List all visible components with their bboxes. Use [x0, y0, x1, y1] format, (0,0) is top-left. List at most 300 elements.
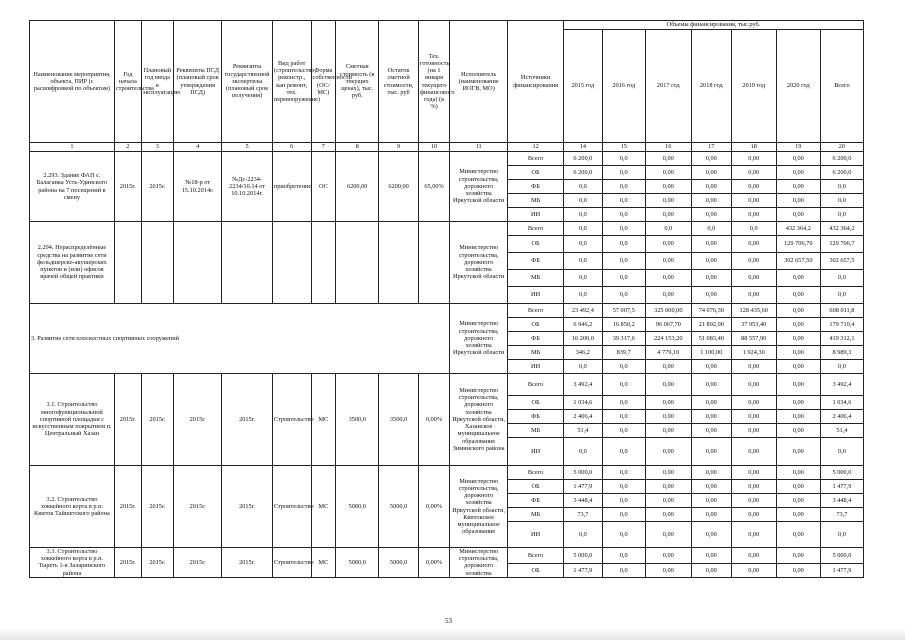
value-cell: 0,00 [731, 438, 776, 466]
value-cell: 608 011,8 [820, 304, 863, 318]
value-cell: 0,0 [602, 548, 645, 564]
object-name: 3.2. Строительство хоккейного корта в р.п. Квиток Тайшетского района [30, 466, 115, 548]
header-year-2: 2017 год [645, 30, 691, 143]
value-cell: 6 946,2 [564, 318, 603, 332]
value-cell: 1 034,6 [564, 396, 603, 410]
attr-cell: Строительство [272, 466, 311, 548]
value-cell: 0,00 [691, 424, 731, 438]
table-row [30, 222, 864, 236]
value-cell: 0,00 [691, 270, 731, 287]
value-cell: 0,00 [691, 208, 731, 222]
value-cell: 0,00 [691, 466, 731, 480]
header-work-type: Вид работ (строительство, реконстр., кап ремонт, тех. перевооружение) [272, 21, 311, 143]
source-cell: Всего [508, 466, 564, 480]
value-cell: 0,00 [776, 396, 820, 410]
value-cell: 0,00 [691, 152, 731, 166]
source-cell: МБ [508, 346, 564, 360]
value-cell: 0,0 [820, 208, 863, 222]
value-cell: 3 492,4 [564, 374, 603, 396]
value-cell: 0,00 [691, 374, 731, 396]
executor-cell: Министерство строительства, дорожного хозяйства Иркутской области [450, 304, 508, 374]
value-cell: 16 850,2 [602, 318, 645, 332]
source-cell: Всего [508, 304, 564, 318]
attr-cell: 5000,0 [336, 548, 379, 578]
value-cell: 39 317,6 [602, 332, 645, 346]
table-row [30, 374, 864, 396]
header-psd: Реквизиты ПСД (плановый срок утверждения ПСД) [173, 21, 221, 143]
value-cell: 0,00 [731, 236, 776, 253]
value-cell: 0,00 [731, 287, 776, 304]
executor-cell: Министерство строительства, дорожного хозяйства Иркутской области [450, 222, 508, 304]
value-cell: 0,0 [564, 270, 603, 287]
attr-cell: 2015г. [222, 466, 273, 548]
attr-cell: 2015г. [114, 548, 141, 578]
value-cell: 224 153,20 [645, 332, 691, 346]
attr-cell: 0,00% [418, 548, 449, 578]
header-year-1: 2016 год [602, 30, 645, 143]
value-cell: 0,00 [691, 253, 731, 270]
object-name: 2.293. Здание ФАП с. Балаганка Усть-Удинского района на 7 посещений в смену [30, 152, 115, 222]
value-cell: 0,00 [776, 480, 820, 494]
value-cell: 4 779,10 [645, 346, 691, 360]
value-cell: 0,00 [731, 466, 776, 480]
value-cell: 96 067,70 [645, 318, 691, 332]
value-cell: 0,0 [602, 287, 645, 304]
attr-cell [173, 222, 221, 304]
value-cell: 0,00 [731, 194, 776, 208]
value-cell: 0,00 [776, 318, 820, 332]
value-cell: 0,00 [731, 522, 776, 548]
executor-cell: Министерство строительства, дорожного хозяйства Иркутской области, Хазанское муниципальное образование Зиминского района [450, 374, 508, 466]
value-cell: 0,0 [820, 270, 863, 287]
section-title: 3. Развитие сети плоскостных спортивных сооружений [30, 304, 450, 374]
header-year-5: 2020 год [776, 30, 820, 143]
header-remaining: Остаток сметной стоимости, тыс. руб [379, 21, 419, 143]
value-cell: 0,00 [645, 287, 691, 304]
column-number: 7 [311, 143, 336, 152]
value-cell: 0,00 [645, 563, 691, 577]
value-cell: 0,0 [564, 194, 603, 208]
source-cell: ФБ [508, 332, 564, 346]
value-cell: 0,00 [776, 508, 820, 522]
value-cell: 16 200,0 [564, 332, 603, 346]
attr-cell: 5000,0 [379, 548, 419, 578]
attr-cell [336, 222, 379, 304]
value-cell: 0,00 [776, 180, 820, 194]
value-cell: 73,7 [564, 508, 603, 522]
column-number: 9 [379, 143, 419, 152]
value-cell: 5 000,0 [820, 548, 863, 564]
table-row [30, 466, 864, 480]
object-name: 3.3. Строительство хоккейного корта в р.п. Тыреть 1-я Заларинского района [30, 548, 115, 578]
column-number: 15 [602, 143, 645, 152]
value-cell: 0,00 [645, 194, 691, 208]
value-cell: 0,00 [731, 152, 776, 166]
attr-cell: 0,00% [418, 466, 449, 548]
value-cell: 0,0 [564, 253, 603, 270]
value-cell: 0,00 [645, 466, 691, 480]
header-estimate: Сметная стоимость (в текущих ценах), тыс. руб. [336, 21, 379, 143]
column-number: 8 [336, 143, 379, 152]
attr-cell [272, 222, 311, 304]
value-cell: 6 200,0 [820, 152, 863, 166]
column-number: 6 [272, 143, 311, 152]
header-year-3: 2018 год [691, 30, 731, 143]
attr-cell: 6200,00 [336, 152, 379, 222]
value-cell: 88 557,90 [731, 332, 776, 346]
column-number: 20 [820, 143, 863, 152]
attr-cell: 65,00% [418, 152, 449, 222]
value-cell: 0,00 [645, 424, 691, 438]
source-cell: МБ [508, 270, 564, 287]
value-cell: 0,00 [691, 480, 731, 494]
value-cell: 0,0 [602, 466, 645, 480]
value-cell: 432 364,2 [820, 222, 863, 236]
value-cell: 0,00 [645, 548, 691, 564]
source-cell: ОБ [508, 396, 564, 410]
value-cell: 0,00 [731, 563, 776, 577]
value-cell: 0,0 [820, 438, 863, 466]
value-cell: 325 000,00 [645, 304, 691, 318]
value-cell: 0,00 [645, 180, 691, 194]
value-cell: 0,0 [602, 424, 645, 438]
header-expertise: Реквизиты государственной экспертизы (плановый срок получения) [222, 21, 273, 143]
object-name: 2.294. Нераспределённые средства на развитие сети фельдшерско-акушерских пунктов и (или) офисов врачей общей практики [30, 222, 115, 304]
attr-cell: 2015г. [114, 466, 141, 548]
scan-edge [0, 628, 905, 640]
attr-cell: 2015г. [114, 152, 141, 222]
attr-cell: Строительство [272, 548, 311, 578]
value-cell: 0,00 [645, 253, 691, 270]
value-cell: 1 100,00 [691, 346, 731, 360]
value-cell: 0,00 [691, 494, 731, 508]
value-cell: 0,00 [691, 360, 731, 374]
source-cell: МБ [508, 194, 564, 208]
source-cell: ИИ [508, 208, 564, 222]
value-cell: 0,00 [731, 508, 776, 522]
header-sources: Источники финансирования [508, 21, 564, 143]
value-cell: 0,0 [602, 270, 645, 287]
value-cell: 0,0 [820, 287, 863, 304]
value-cell: 0,0 [564, 208, 603, 222]
attr-cell: 3500,0 [379, 374, 419, 466]
column-number: 4 [173, 143, 221, 152]
value-cell: 0,0 [602, 396, 645, 410]
value-cell: 0,00 [691, 166, 731, 180]
header-name: Наименование мероприятия, объекта, ПИР (с расшифровкой по объектам) [30, 21, 115, 143]
value-cell: 0,0 [820, 180, 863, 194]
executor-cell: Министерство строительства, дорожного хозяйства [450, 548, 508, 578]
value-cell: 73,7 [820, 508, 863, 522]
source-cell: ИИ [508, 360, 564, 374]
value-cell: 23 492,4 [564, 304, 603, 318]
value-cell: 0,00 [776, 152, 820, 166]
value-cell: 0,00 [776, 466, 820, 480]
value-cell: 0,00 [645, 374, 691, 396]
value-cell: 0,00 [731, 410, 776, 424]
value-cell: 0,0 [602, 360, 645, 374]
value-cell: 37 953,40 [731, 318, 776, 332]
header-volumes: Объемы финансирования, тыс.руб. [564, 21, 864, 30]
value-cell: 0,00 [731, 548, 776, 564]
column-number: 11 [450, 143, 508, 152]
value-cell: 0,00 [731, 180, 776, 194]
value-cell: 0,00 [645, 208, 691, 222]
value-cell: 0,00 [645, 360, 691, 374]
value-cell: 0,0 [564, 360, 603, 374]
attr-cell [114, 222, 141, 304]
attr-cell: 2015г. [141, 374, 173, 466]
value-cell: 0,00 [776, 548, 820, 564]
value-cell: 129 706,7 [820, 236, 863, 253]
value-cell: 0,00 [776, 410, 820, 424]
header-executor: Исполнитель (наименование ИОГВ, МО) [450, 21, 508, 143]
value-cell: 0,00 [691, 438, 731, 466]
source-cell: ИИ [508, 522, 564, 548]
value-cell: 0,0 [602, 208, 645, 222]
column-number: 19 [776, 143, 820, 152]
value-cell: 0,0 [820, 360, 863, 374]
source-cell: ОБ [508, 480, 564, 494]
table-row [30, 152, 864, 166]
column-number: 12 [508, 143, 564, 152]
value-cell: 0,00 [776, 360, 820, 374]
value-cell: 1 477,9 [820, 563, 863, 577]
value-cell: 0,00 [691, 522, 731, 548]
header-year-start: Год начала строительства [114, 21, 141, 143]
value-cell: 3 448,4 [820, 494, 863, 508]
attr-cell [418, 222, 449, 304]
value-cell: 0,00 [645, 236, 691, 253]
value-cell: 0,0 [564, 180, 603, 194]
value-cell: 5 000,0 [564, 548, 603, 564]
source-cell: МБ [508, 508, 564, 522]
value-cell: 0,00 [731, 396, 776, 410]
attr-cell: 2015г. [173, 374, 221, 466]
value-cell: 129 706,70 [776, 236, 820, 253]
attr-cell: 0,00% [418, 374, 449, 466]
value-cell: 0,0 [564, 438, 603, 466]
source-cell: МБ [508, 424, 564, 438]
attr-cell [141, 222, 173, 304]
executor-cell: Министерство строительства, дорожного хозяйства Иркутской области [450, 152, 508, 222]
value-cell: 0,00 [731, 166, 776, 180]
value-cell: 0,00 [691, 508, 731, 522]
header-ownership: Форма собственности (ОС/МС) [311, 21, 336, 143]
financing-table [29, 20, 864, 578]
table-row [30, 548, 864, 564]
value-cell: 0,00 [776, 287, 820, 304]
source-cell: ОБ [508, 318, 564, 332]
column-number: 3 [141, 143, 173, 152]
value-cell: 0,0 [602, 236, 645, 253]
attr-cell [311, 222, 336, 304]
value-cell: 1 924,30 [731, 346, 776, 360]
value-cell: 0,00 [691, 194, 731, 208]
attr-cell: №Дс-2234-2234/10.14 от 10.10.2014г. [222, 152, 273, 222]
attr-cell: МС [311, 374, 336, 466]
value-cell: 0,00 [645, 438, 691, 466]
source-cell: ФБ [508, 180, 564, 194]
value-cell: 2 406,4 [820, 410, 863, 424]
value-cell: 0,00 [776, 166, 820, 180]
value-cell: 1 477,9 [820, 480, 863, 494]
value-cell: 1 477,9 [564, 563, 603, 577]
attr-cell: 5000,0 [336, 466, 379, 548]
value-cell: 51,4 [564, 424, 603, 438]
source-cell: ФБ [508, 494, 564, 508]
header-year-4: 2019 год [731, 30, 776, 143]
value-cell: 0,00 [776, 304, 820, 318]
value-cell: 0,0 [564, 287, 603, 304]
value-cell: 0,0 [602, 194, 645, 208]
attr-cell: 5000,0 [379, 466, 419, 548]
value-cell: 6 200,0 [564, 152, 603, 166]
value-cell: 0,0 [602, 253, 645, 270]
attr-cell: 2015г. [141, 466, 173, 548]
value-cell: 0,0 [602, 222, 645, 236]
value-cell: 0,00 [691, 236, 731, 253]
value-cell: 0,0 [731, 222, 776, 236]
attr-cell: 2015г. [222, 548, 273, 578]
value-cell: 0,00 [776, 194, 820, 208]
column-number: 18 [731, 143, 776, 152]
value-cell: 0,00 [731, 494, 776, 508]
value-cell: 0,00 [691, 396, 731, 410]
value-cell: 0,0 [602, 522, 645, 548]
value-cell: 0,0 [645, 222, 691, 236]
value-cell: 302 657,50 [776, 253, 820, 270]
value-cell: 179 710,4 [820, 318, 863, 332]
value-cell: 0,00 [731, 424, 776, 438]
value-cell: 0,0 [820, 522, 863, 548]
value-cell: 419 312,1 [820, 332, 863, 346]
value-cell: 0,00 [645, 480, 691, 494]
source-cell: Всего [508, 374, 564, 396]
object-name: 3.1. Строительство многофункциональной спортивной площадки с искусственным покрытием п. Центральный Хазан [30, 374, 115, 466]
value-cell: 0,00 [776, 374, 820, 396]
attr-cell: 2015г. [173, 548, 221, 578]
value-cell: 0,00 [776, 346, 820, 360]
value-cell: 302 657,5 [820, 253, 863, 270]
attr-cell [379, 222, 419, 304]
value-cell: 0,00 [645, 396, 691, 410]
source-cell: ОБ [508, 166, 564, 180]
value-cell: 0,00 [776, 494, 820, 508]
source-cell: ИИ [508, 438, 564, 466]
source-cell: ОБ [508, 563, 564, 577]
value-cell: 0,0 [602, 480, 645, 494]
header-year-6: Всего [820, 30, 863, 143]
value-cell: 51,4 [820, 424, 863, 438]
value-cell: 0,00 [645, 166, 691, 180]
value-cell: 0,00 [691, 180, 731, 194]
value-cell: 0,0 [564, 222, 603, 236]
value-cell: 5 000,0 [820, 466, 863, 480]
value-cell: 0,00 [645, 494, 691, 508]
header-year-planned: Плановый год ввода в эксплуатацию [141, 21, 173, 143]
executor-cell: Министерство строительства, дорожного хозяйства Иркутской области, Квитокское муниципальное образование [450, 466, 508, 548]
attr-cell: 2015г. [173, 466, 221, 548]
value-cell: 0,00 [645, 508, 691, 522]
value-cell: 0,0 [602, 563, 645, 577]
value-cell: 74 076,30 [691, 304, 731, 318]
value-cell: 0,0 [602, 410, 645, 424]
header-readiness: Тех. готовность (на 1 января текущего финансового года) (в %) [418, 21, 449, 143]
value-cell: 21 892,90 [691, 318, 731, 332]
column-number: 17 [691, 143, 731, 152]
value-cell: 0,0 [602, 180, 645, 194]
value-cell: 0,0 [564, 236, 603, 253]
attr-cell [222, 222, 273, 304]
value-cell: 346,2 [564, 346, 603, 360]
value-cell: 0,00 [731, 208, 776, 222]
value-cell: 0,00 [776, 208, 820, 222]
value-cell: 3 492,4 [820, 374, 863, 396]
value-cell: 0,00 [776, 438, 820, 466]
value-cell: 0,00 [776, 522, 820, 548]
value-cell: 0,00 [691, 287, 731, 304]
value-cell: 432 364,2 [776, 222, 820, 236]
table-row [30, 304, 864, 318]
attr-cell: МС [311, 466, 336, 548]
value-cell: 128 435,60 [731, 304, 776, 318]
value-cell: 0,00 [731, 374, 776, 396]
value-cell: 0,0 [564, 522, 603, 548]
attr-cell: приобретение [272, 152, 311, 222]
value-cell: 0,00 [691, 563, 731, 577]
source-cell: ОБ [508, 236, 564, 253]
column-number: 5 [222, 143, 273, 152]
value-cell: 0,00 [731, 480, 776, 494]
column-number: 16 [645, 143, 691, 152]
value-cell: 8 989,3 [820, 346, 863, 360]
value-cell: 6 200,0 [820, 166, 863, 180]
value-cell: 0,0 [602, 166, 645, 180]
value-cell: 0,00 [776, 270, 820, 287]
attr-cell: МС [311, 548, 336, 578]
source-cell: ФБ [508, 253, 564, 270]
source-cell: Всего [508, 548, 564, 564]
value-cell: 0,00 [776, 424, 820, 438]
value-cell: 0,0 [602, 438, 645, 466]
value-cell: 0,00 [645, 410, 691, 424]
attr-cell: Строительство [272, 374, 311, 466]
value-cell: 0,00 [776, 563, 820, 577]
value-cell: 57 007,5 [602, 304, 645, 318]
source-cell: ФБ [508, 410, 564, 424]
value-cell: 0,0 [602, 494, 645, 508]
attr-cell: №18-р от 15.10.2014г. [173, 152, 221, 222]
value-cell: 2 406,4 [564, 410, 603, 424]
value-cell: 0,00 [645, 152, 691, 166]
value-cell: 0,0 [691, 222, 731, 236]
attr-cell: ОС [311, 152, 336, 222]
source-cell: Всего [508, 152, 564, 166]
column-number: 14 [564, 143, 603, 152]
page-number: 53 [445, 617, 452, 625]
value-cell: 0,0 [602, 374, 645, 396]
value-cell: 0,00 [691, 410, 731, 424]
value-cell: 1 477,9 [564, 480, 603, 494]
column-number: 1 [30, 143, 115, 152]
attr-cell: 2015г. [141, 548, 173, 578]
attr-cell: 6200,00 [379, 152, 419, 222]
attr-cell: 2015г. [141, 152, 173, 222]
value-cell: 0,00 [645, 270, 691, 287]
value-cell: 0,0 [820, 194, 863, 208]
value-cell: 51 083,40 [691, 332, 731, 346]
